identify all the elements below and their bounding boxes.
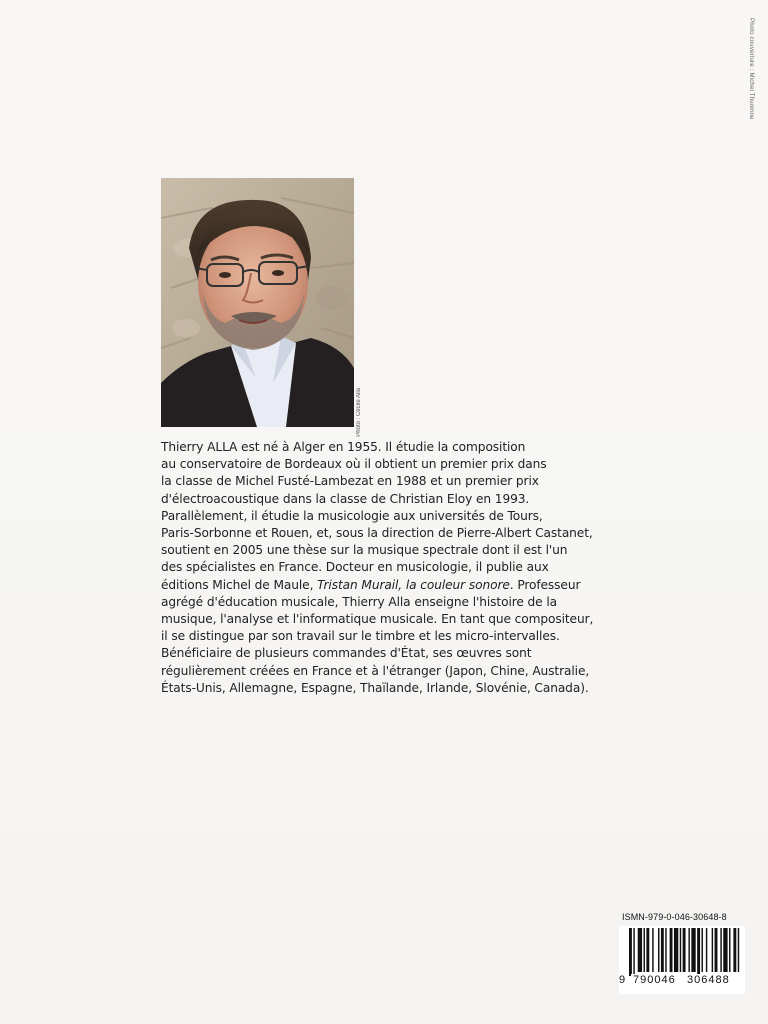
bio-line: d'électroacoustique dans la classe de Christian Eloy en 1993. (161, 491, 530, 506)
barcode-bar (715, 928, 718, 972)
barcode-bar (723, 928, 727, 972)
bio-line: des spécialistes en France. Docteur en musicologie, il publie aux (161, 560, 549, 575)
barcode-digits (619, 974, 745, 988)
bio-line: États-Unis, Allemagne, Espagne, Thaïlande, Irlande, Slovénie, Canada). (161, 680, 589, 695)
bio-line: agrégé d'éducation musicale, Thierry Alla enseigne l'histoire de la (161, 594, 558, 609)
photo-credit: Photo : Cécile Alla (356, 388, 362, 437)
bio-text: . Professeur (509, 577, 581, 592)
bio-line: soutient en 2005 une thèse sur la musique spectrale dont il est l'un (161, 543, 568, 558)
bio-line (161, 577, 581, 594)
book-title: Tristan Murail, la couleur sonore (317, 577, 510, 592)
bio-line: il se distingue par son travail sur le timbre et les micro-intervalles. (161, 629, 560, 644)
barcode-bar (683, 928, 686, 972)
bio-line: Parallèlement, il étudie la musicologie aux universités de Tours, (161, 508, 543, 523)
barcode-bar (674, 928, 678, 972)
barcode-bar (688, 928, 689, 972)
barcode-bar (633, 928, 634, 976)
cover-photo-credit: Photo couverture : Michel Thuomne (748, 18, 754, 120)
author-biography (161, 439, 594, 697)
bio-line: au conservatoire de Bordeaux où il obtient un premier prix dans (161, 457, 547, 472)
barcode-bar (646, 928, 649, 972)
barcode-bar (729, 928, 730, 972)
bio-line: la classe de Michel Fusté-Lambezat en 1988 et un premier prix (161, 474, 539, 489)
barcode-bar (658, 928, 659, 972)
barcode-digit-group: 790046 (633, 974, 676, 986)
barcode-bar (702, 928, 703, 972)
barcode-bar (738, 928, 739, 972)
barcode-bar (670, 928, 673, 972)
bio-line: Bénéficiaire de plusieurs commandes d'État, ses œuvres sont (161, 646, 532, 661)
bio-text: éditions Michel de Maule, (161, 577, 318, 592)
barcode-bar (661, 928, 664, 972)
barcode-bar (638, 928, 642, 972)
barcode-bar (680, 928, 681, 972)
barcode-bar (652, 928, 653, 972)
ismn-number: ISMN-979-0-046-30648-8 (622, 912, 727, 922)
barcode-bar (733, 928, 736, 972)
barcode-digit-group: 306488 (687, 974, 730, 986)
barcode-bar (644, 928, 645, 972)
barcode-bar (712, 928, 713, 972)
bio-line: Thierry ALLA est né à Alger en 1955. Il étudie la composition (161, 440, 526, 454)
bio-line: musique, l'analyse et l'informatique musicale. En tant que compositeur, (161, 612, 594, 627)
barcode-digit-prefix: 9 (619, 974, 626, 986)
barcode-bar (697, 928, 700, 976)
barcode-bar (629, 928, 632, 976)
barcode-bar (691, 928, 695, 972)
bio-line: régulièrement créées en France et à l'étranger (Japon, Chine, Australie, (161, 663, 590, 678)
barcode-bar (665, 928, 666, 972)
barcode-bar (720, 928, 721, 972)
barcode-bar (706, 928, 707, 972)
bio-line: Paris-Sorbonne et Rouen, et, sous la direction de Pierre-Albert Castanet, (161, 526, 593, 541)
author-photo (161, 178, 354, 427)
